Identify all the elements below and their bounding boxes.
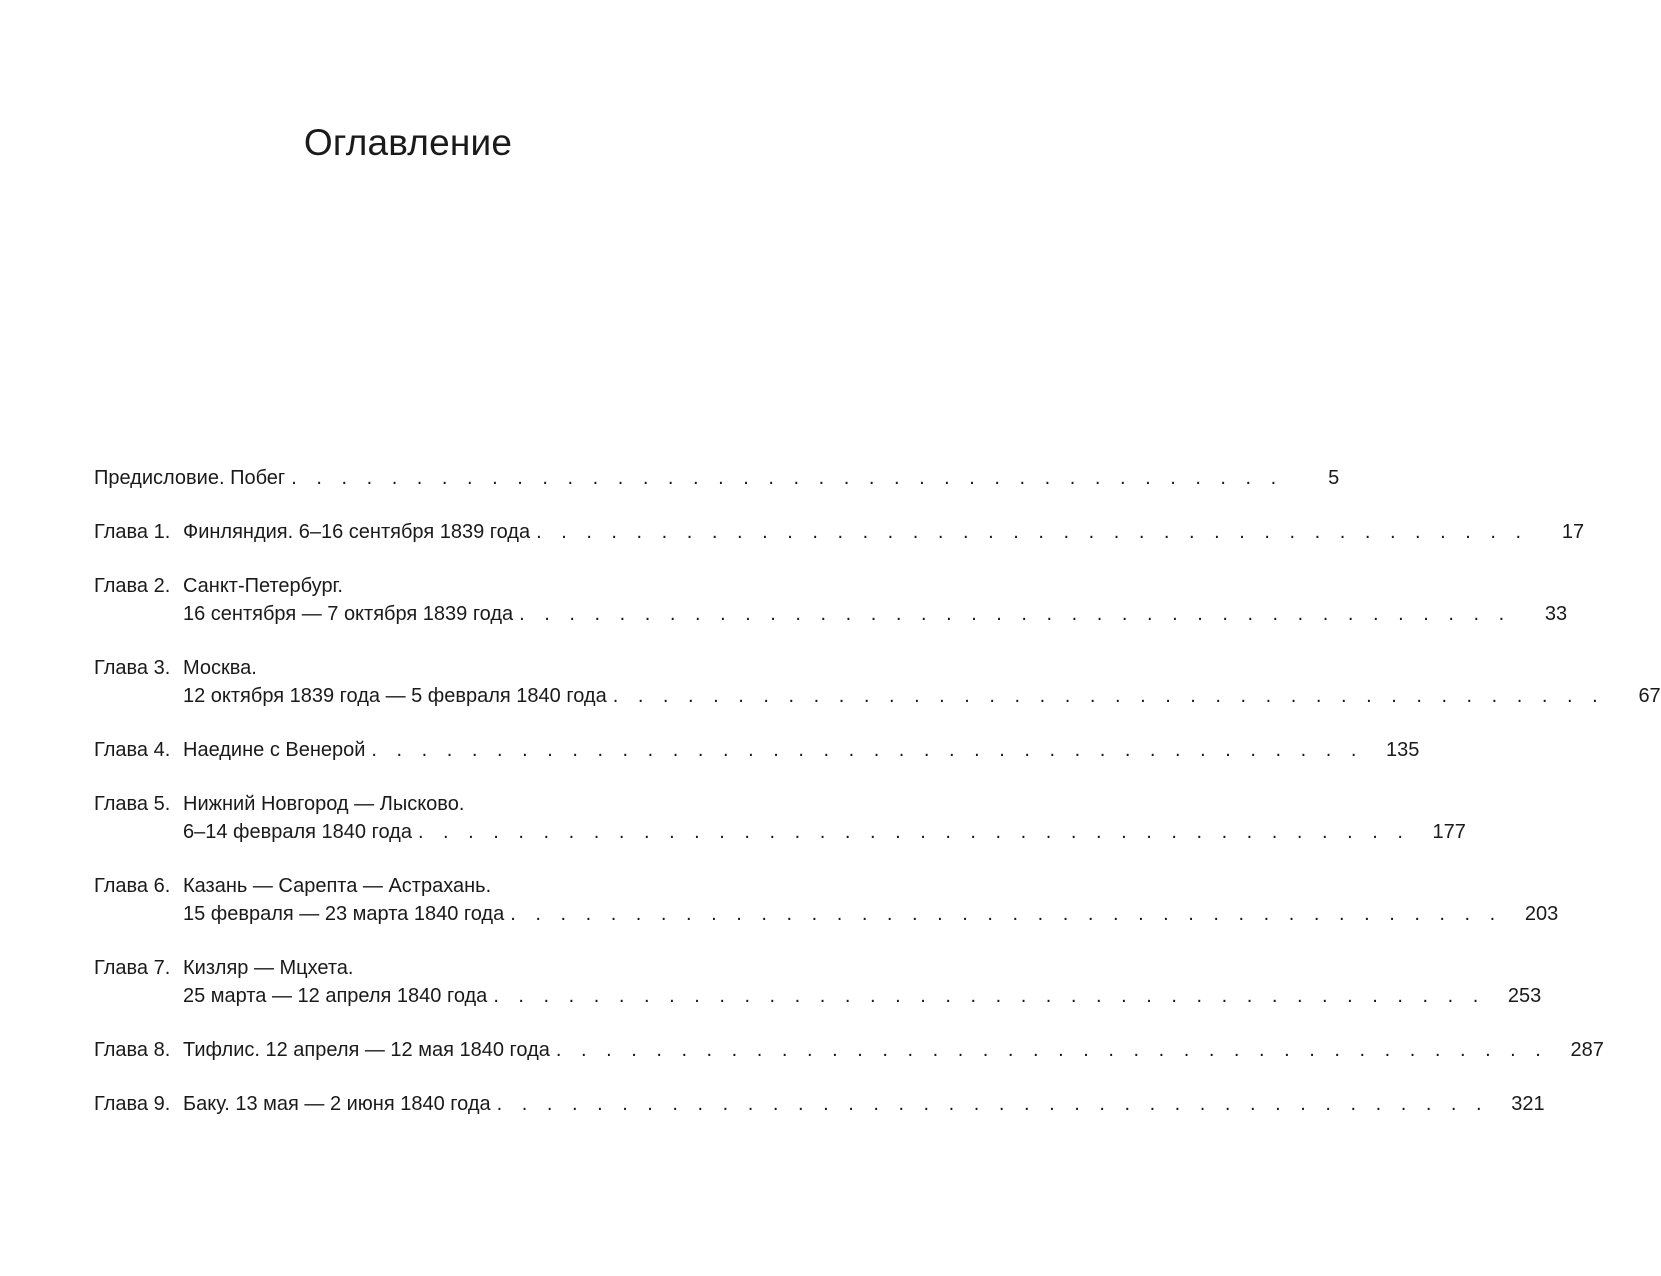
toc-line [183, 982, 1542, 1010]
toc-page-number: 287 [1570, 1039, 1604, 1061]
toc-page-number: 17 [1561, 521, 1585, 543]
dot-leader: . . . . . . . . . . . . . . . . . . . . . . . . . . . . . . . . . . . . . . . . [519, 603, 1512, 625]
toc-title: Санкт-Петербург. [183, 575, 343, 597]
chapter-label: Глава 5. [94, 793, 171, 815]
toc-entry-text [183, 790, 1466, 846]
toc-page-number: 135 [1386, 739, 1420, 761]
toc-page-number: 203 [1524, 903, 1559, 925]
dot-leader: . . . . . . . . . . . . . . . . . . . . . . . . . . . . . . . . . . . . . . . . [612, 685, 1605, 707]
toc-line [183, 1090, 1545, 1118]
toc-line [183, 736, 1420, 764]
toc-line [94, 464, 1340, 492]
toc-title: Наедине с Венерой [183, 739, 366, 761]
chapter-label: Глава 3. [94, 657, 171, 679]
toc-subtitle: 25 марта — 12 апреля 1840 года [183, 985, 488, 1007]
toc-entry-text [183, 1090, 1545, 1118]
toc-title: Финляндия. 6–16 сентября 1839 года [183, 521, 531, 543]
toc-entry-chapter-8[interactable] [94, 1036, 1604, 1064]
toc-line [183, 790, 720, 818]
toc-line [183, 572, 720, 600]
chapter-label: Глава 7. [94, 957, 171, 979]
chapter-label: Глава 2. [94, 575, 171, 597]
toc-title: Кизляр — Мцхета. [183, 957, 354, 979]
toc-page-number: 67 [1638, 685, 1661, 707]
toc-entry-text [183, 518, 1585, 546]
toc-line [183, 872, 720, 900]
toc-line [183, 954, 720, 982]
page-title: Оглавление [303, 122, 513, 163]
toc-entry-chapter-6[interactable] [94, 872, 1559, 928]
toc-page-number: 177 [1432, 821, 1466, 843]
toc-page-number: 33 [1544, 603, 1568, 625]
toc-line [183, 818, 1466, 846]
toc-subtitle: 16 сентября — 7 октября 1839 года [183, 603, 514, 625]
toc-line [183, 1036, 1604, 1064]
dot-leader: . . . . . . . . . . . . . . . . . . . . . . . . . . . . . . . . . . . . . . . . [417, 821, 1410, 843]
toc-entry-chapter-5[interactable] [94, 790, 1466, 846]
toc-entry-chapter-3[interactable] [94, 654, 1661, 710]
toc-title: Нижний Новгород — Лысково. [183, 793, 465, 815]
toc-line [183, 900, 1559, 928]
toc-line [183, 682, 1661, 710]
chapter-label: Глава 6. [94, 875, 171, 897]
toc-title: Предисловие. Побег [94, 467, 286, 489]
dot-leader: . . . . . . . . . . . . . . . . . . . . . . . . . . . . . . . . . . . . . . . . [371, 739, 1364, 761]
toc-entry-chapter-7[interactable] [94, 954, 1542, 1010]
toc-subtitle: 12 октября 1839 года — 5 февраля 1840 года [183, 685, 607, 707]
dot-leader: . . . . . . . . . . . . . . . . . . . . . . . . . . . . . . . . . . . . . . . . [510, 903, 1503, 925]
toc-subtitle: 15 февраля — 23 марта 1840 года [183, 903, 505, 925]
dot-leader: . . . . . . . . . . . . . . . . . . . . . . . . . . . . . . . . . . . . . . . . [493, 985, 1486, 1007]
toc-entry-text [183, 572, 1568, 628]
toc-entry-text [183, 736, 1420, 764]
toc-title: Казань — Сарепта — Астрахань. [183, 875, 492, 897]
toc-entry-text [183, 954, 1542, 1010]
chapter-label: Глава 8. [94, 1039, 171, 1061]
toc-entry-text [94, 464, 1340, 492]
toc-title: Баку. 13 мая — 2 июня 1840 года [183, 1093, 491, 1115]
dot-leader: . . . . . . . . . . . . . . . . . . . . . . . . . . . . . . . . . . . . . . . . [291, 467, 1284, 489]
dot-leader: . . . . . . . . . . . . . . . . . . . . . . . . . . . . . . . . . . . . . . . . [496, 1093, 1489, 1115]
toc-entry-chapter-4[interactable] [94, 736, 1420, 764]
toc-title: Москва. [183, 657, 257, 679]
toc-entry-text [183, 1036, 1604, 1064]
table-of-contents [94, 464, 1661, 1118]
toc-entry-preface[interactable] [94, 464, 1340, 492]
toc-entry-text [183, 654, 1661, 710]
toc-page-number: 321 [1511, 1093, 1545, 1115]
toc-entry-chapter-2[interactable] [94, 572, 1568, 628]
toc-entry-chapter-9[interactable] [94, 1090, 1545, 1118]
chapter-label: Глава 9. [94, 1093, 171, 1115]
toc-entry-chapter-1[interactable] [94, 518, 1585, 546]
chapter-label: Глава 4. [94, 739, 171, 761]
toc-line [183, 654, 720, 682]
toc-entry-text [183, 872, 1559, 928]
toc-line [183, 600, 1568, 628]
dot-leader: . . . . . . . . . . . . . . . . . . . . . . . . . . . . . . . . . . . . . . . . [555, 1039, 1548, 1061]
toc-line [183, 518, 1585, 546]
toc-subtitle: 6–14 февраля 1840 года [183, 821, 412, 843]
toc-title: Тифлис. 12 апреля — 12 мая 1840 года [183, 1039, 550, 1061]
chapter-label: Глава 1. [94, 521, 171, 543]
dot-leader: . . . . . . . . . . . . . . . . . . . . . . . . . . . . . . . . . . . . . . . . [536, 521, 1529, 543]
toc-page-number: 253 [1507, 985, 1542, 1007]
toc-page-number: 5 [1328, 467, 1340, 489]
